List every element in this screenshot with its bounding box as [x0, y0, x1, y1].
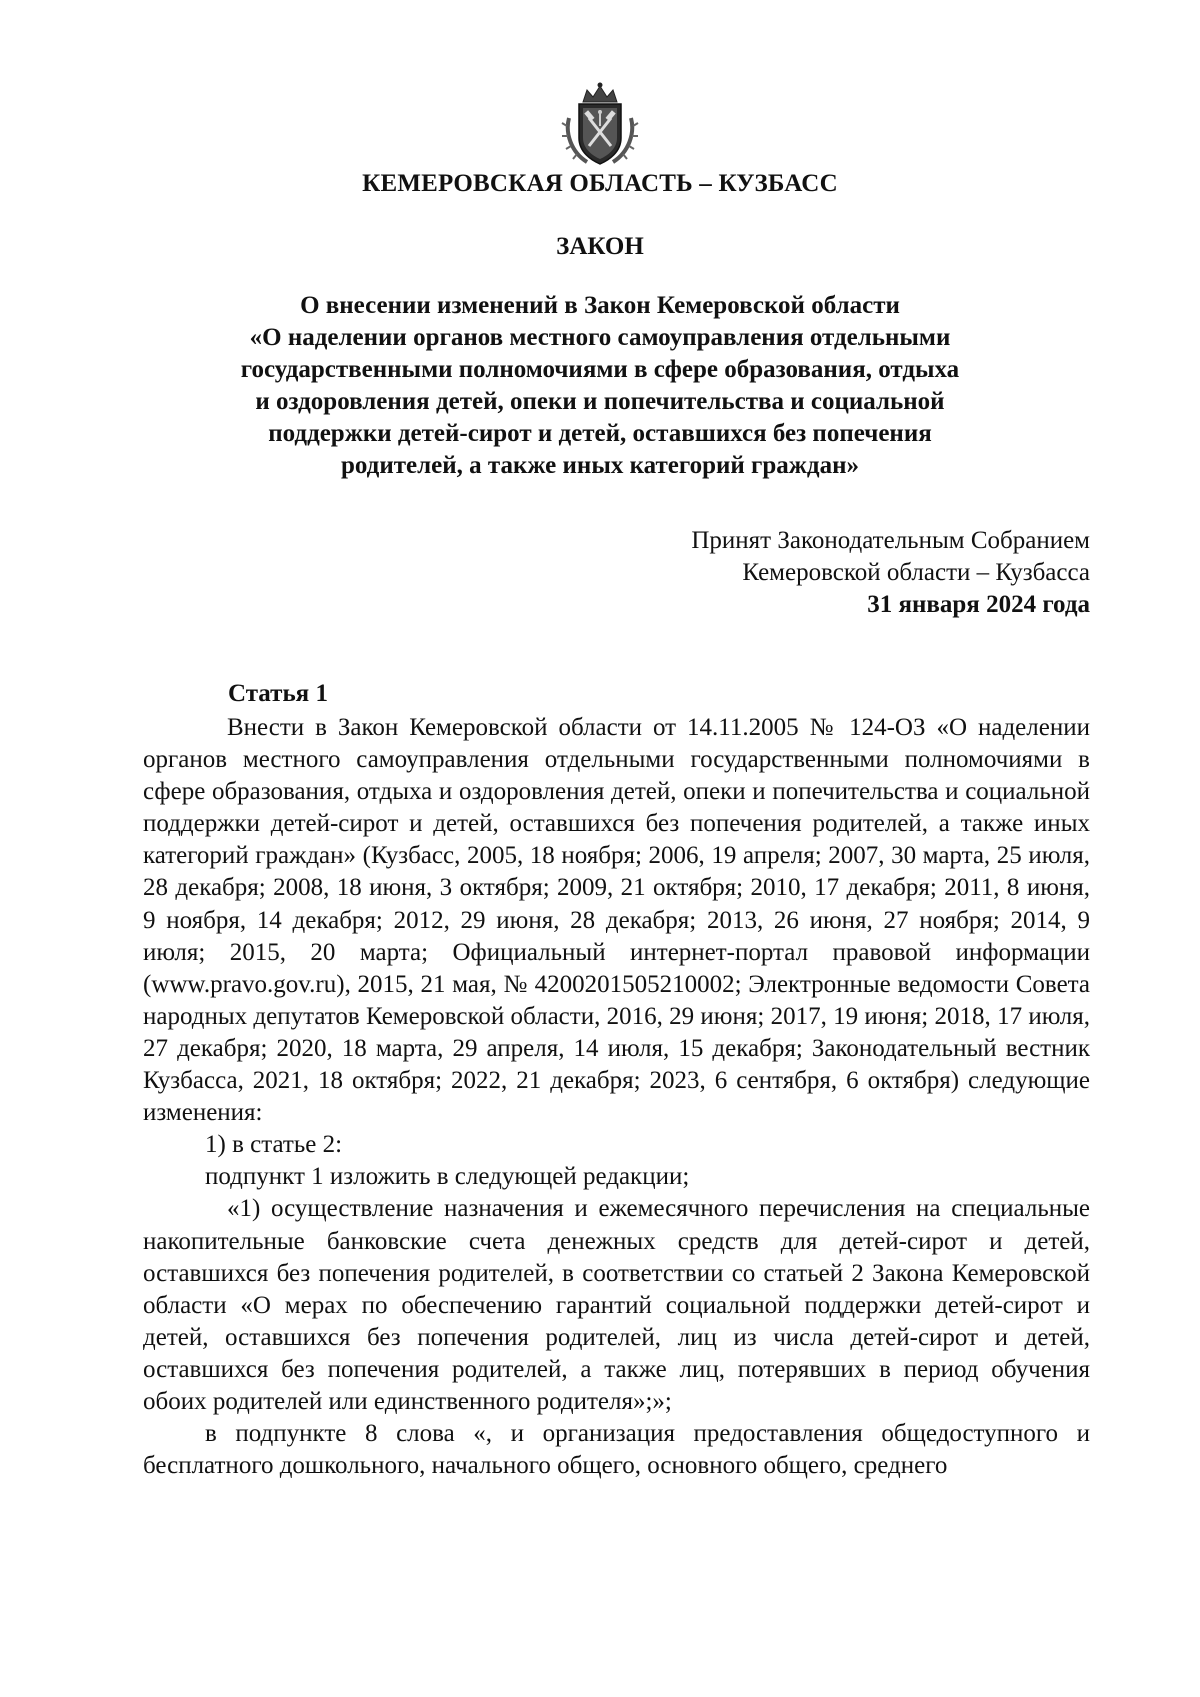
law-title-line: и оздоровления детей, опеки и попечительства и социальной	[255, 388, 945, 415]
article-heading: Статья 1	[228, 680, 328, 707]
adoption-line: Кемеровской области – Кузбасса	[742, 559, 1090, 586]
quoted-paragraph: «1) осуществление назначения и ежемесячного перечисления на специальные накопительные банковские счета денежных средств для детей-сирот и детей, оставшихся без попечения родителей, в соответствии со статьей 2 Закона Кемеровской области «О мерах по обеспечению гарантий социальной поддержки детей-сирот и детей, оставшихся без попечения родителей, лиц из числа детей-сирот и детей, оставшихся без попечения родителей, а также лиц, потерявших в период обучения обоих родителей или единственного родителя»;»;	[143, 1195, 1090, 1415]
item-paragraph: 1) в статье 2:	[205, 1131, 343, 1159]
law-title-line: поддержки детей-сирот и детей, оставшихся без попечения	[268, 420, 932, 447]
adoption-date: 31 января 2024 года	[867, 591, 1090, 618]
law-title	[0, 290, 1200, 482]
subitem-paragraph: подпункт 1 изложить в следующей редакции;	[205, 1163, 690, 1191]
adoption-block	[691, 525, 1090, 621]
article-body	[143, 712, 1090, 1482]
coat-of-arms-icon	[555, 78, 645, 168]
law-title-line: родителей, а также иных категорий граждан»	[341, 452, 859, 479]
law-title-line: государственными полномочиями в сфере образования, отдыха	[240, 356, 960, 383]
law-title-line: О внесении изменений в Закон Кемеровской области	[300, 292, 900, 319]
region-heading: КЕМЕРОВСКАЯ ОБЛАСТЬ – КУЗБАСС	[362, 170, 838, 197]
law-title-line: «О наделении органов местного самоуправления отдельными	[249, 324, 951, 351]
adoption-line: Принят Законодательным Собранием	[691, 527, 1090, 554]
subitem-8-paragraph: в подпункте 8 слова «, и организация предоставления общедоступного и бесплатного дошкольного, начального общего, основного общего, среднего	[143, 1420, 1090, 1480]
document-type-heading: ЗАКОН	[556, 233, 644, 260]
article-intro-paragraph: Внести в Закон Кемеровской области от 14.11.2005 № 124-ОЗ «О наделении органов местного самоуправления отдельными государственными полномочиями в сфере образования, отдыха и оздоровления детей, опеки и попечительства и социальной поддержки детей-сирот и детей, оставшихся без попечения родителей, а также иных категорий граждан» (Кузбасс, 2005, 18 ноября; 2006, 19 апреля; 2007, 30 марта, 25 июля, 28 декабря; 2008, 18 июня, 3 октября; 2009, 21 октября; 2010, 17 декабря; 2011, 8 июня, 9 ноября, 14 декабря; 2012, 29 июня, 28 декабря; 2013, 26 июня, 27 ноября; 2014, 9 июля; 2015, 20 марта; Официальный интернет-портал правовой информации (www.pravo.gov.ru), 2015, 21 мая, № 4200201505210002; Электронные ведомости Совета народных депутатов Кемеровской области, 2016, 29 июня; 2017, 19 июня; 2018, 17 июля, 27 декабря; 2020, 18 марта, 29 апреля, 14 июля, 15 декабря; Законодательный вестник Кузбасса, 2021, 18 октября; 2022, 21 декабря; 2023, 6 сентября, 6 октября) следующие изменения:	[143, 714, 1090, 1127]
